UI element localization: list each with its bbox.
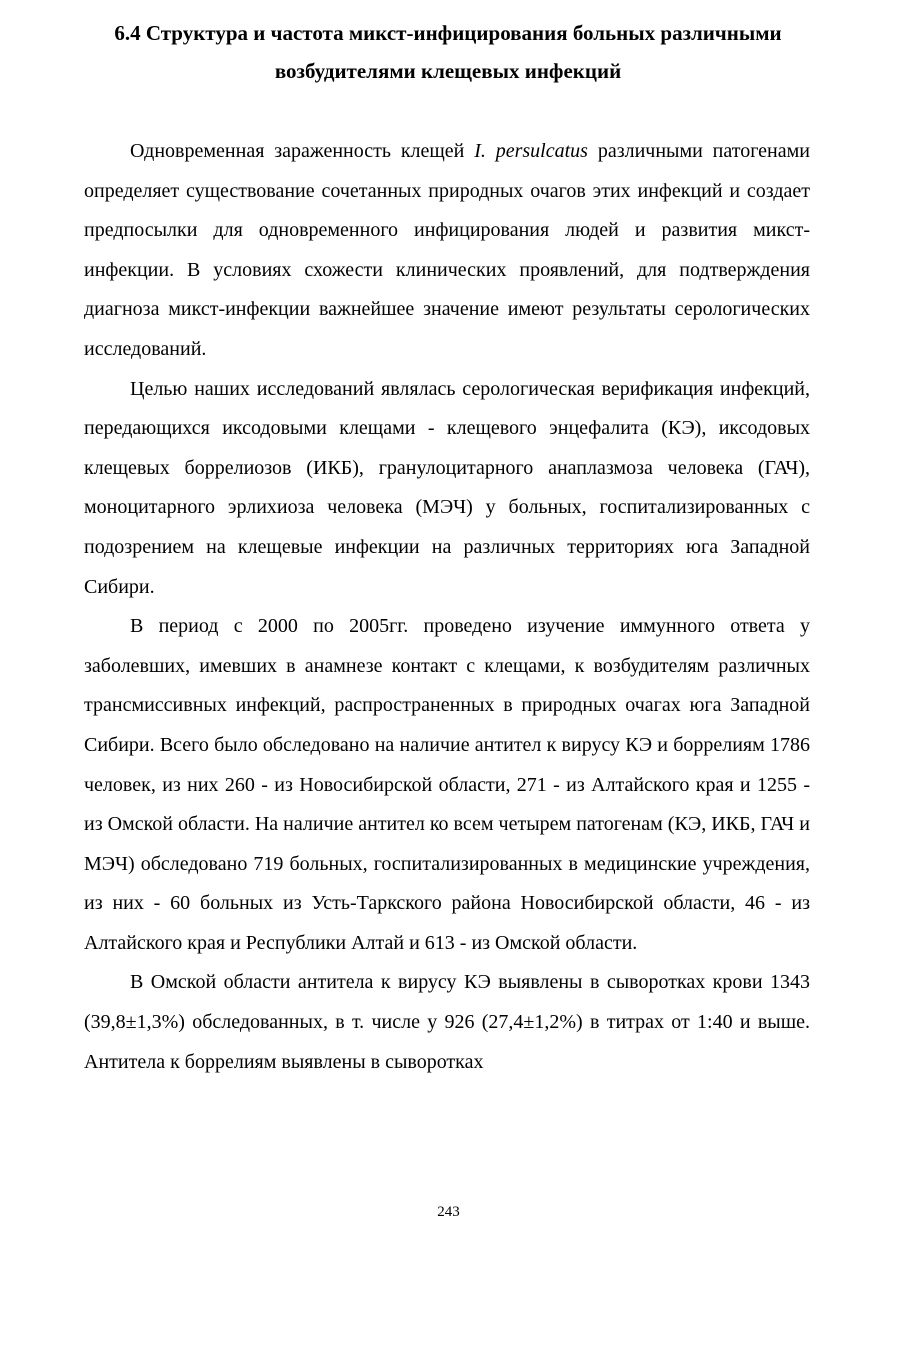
section-heading-line-2: возбудителями клещевых инфекций [274, 59, 622, 83]
paragraph-1-text-start: Одновременная зараженность клещей [130, 140, 475, 162]
section-heading [78, 14, 818, 90]
paragraph-3: В период с 2000 по 2005гг. проведено изучение иммунного ответа у заболевших, имевших в анамнезе контакт с клещами, к возбудителям различных трансмиссивных инфекций, распространенных в природных очагах юга Западной Сибири. Всего было обследовано на наличие антител к вирусу КЭ и боррелиям 1786 человек, из них 260 - из Новосибирской области, 271 - из Алтайского края и 1255 - из Омской области. На наличие антител ко всем четырем патогенам (КЭ, ИКБ, ГАЧ и МЭЧ) обследовано 719 больных, госпитализированных в медицинские учреждения, из них - 60 больных из Усть-Таркского района Новосибирской области, 46 - из Алтайского края и Республики Алтай и 613 - из Омской области. [84, 615, 810, 954]
section-heading-line-1: 6.4 Структура и частота микст-инфицирования больных различными [114, 21, 782, 45]
paragraph-2: Целью наших исследований являлась серологическая верификация инфекций, передающихся иксодовыми клещами - клещевого энцефалита (КЭ), иксодовых клещевых боррелиозов (ИКБ), гранулоцитарного анаплазмоза человека (ГАЧ), моноцитарного эрлихиоза человека (МЭЧ) у больных, госпитализированных с подозрением на клещевые инфекции на различных территориях юга Западной Сибири. [84, 377, 810, 598]
species-name: I. persulcatus [474, 140, 588, 162]
paragraph-4: В Омской области антитела к вирусу КЭ выявлены в сыворотках крови 1343 (39,8±1,3%) обследованных, в т. числе у 926 (27,4±1,2%) в титрах от 1:40 и выше. Антитела к боррелиям выявлены в сыворотках [84, 971, 810, 1073]
page-number: 243 [437, 1204, 460, 1220]
paragraph-1-text-end: различными патогенами определяет существование сочетанных природных очагов этих инфекций и создает предпосылки для одновременного инфицирования людей и развития микст-инфекции. В условиях схожести клинических проявлений, для подтверждения диагноза микст-инфекции важнейшее значение имеют результаты серологических исследований. [84, 140, 810, 360]
body-text [84, 132, 810, 1082]
paragraph-1 [84, 132, 810, 370]
